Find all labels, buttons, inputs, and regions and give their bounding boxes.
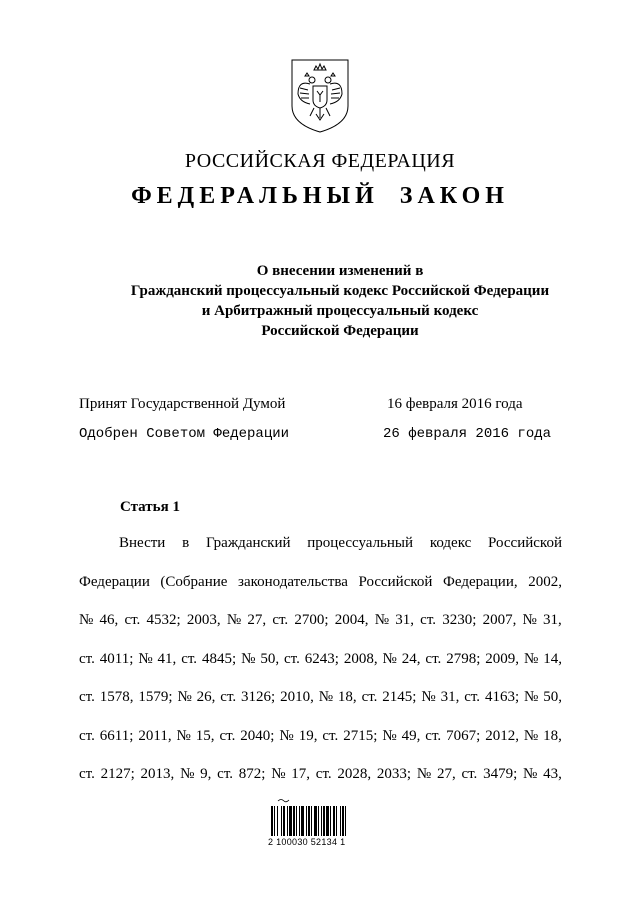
word: 4011; bbox=[99, 650, 134, 667]
word: Федерации, bbox=[443, 573, 518, 590]
barcode-number: 2 100030 52134 1 bbox=[268, 837, 346, 847]
country-name: РОССИЙСКАЯ ФЕДЕРАЦИЯ bbox=[184, 150, 456, 172]
word: процессуальный bbox=[307, 535, 414, 551]
word: № bbox=[271, 766, 286, 782]
word: законодательства bbox=[238, 573, 348, 590]
word: ст. bbox=[464, 689, 481, 705]
word: Российской bbox=[488, 535, 562, 551]
word: 50, bbox=[543, 689, 562, 705]
word: 2008, bbox=[343, 650, 378, 667]
word: 2010, bbox=[280, 689, 314, 705]
word: ст. bbox=[425, 727, 442, 744]
word: 31, bbox=[543, 612, 562, 628]
word: № bbox=[522, 612, 537, 628]
word: 2002, bbox=[528, 573, 562, 590]
word: № bbox=[176, 727, 191, 744]
word: ст. bbox=[79, 689, 95, 705]
word: ст. bbox=[181, 650, 198, 667]
law-title: ФЕДЕРАЛЬНЫЙ ЗАКОН bbox=[131, 183, 509, 209]
word: 6243; bbox=[304, 650, 339, 667]
word: 2040; bbox=[240, 727, 275, 744]
word: 2715; bbox=[343, 727, 378, 744]
word: 2145; bbox=[382, 689, 417, 705]
article-line bbox=[79, 726, 562, 765]
word: 49, bbox=[401, 727, 421, 744]
word: Федерации bbox=[79, 573, 150, 590]
word: 31, bbox=[395, 612, 414, 628]
word: ст. bbox=[79, 650, 95, 667]
word: № bbox=[416, 766, 432, 782]
duma-adoption-date: 16 февраля 2016 года bbox=[387, 396, 523, 412]
word: 2127; bbox=[100, 766, 135, 782]
word: 50, bbox=[260, 650, 280, 667]
article-line bbox=[79, 533, 562, 572]
word: ст. bbox=[361, 689, 378, 705]
word: 43, bbox=[543, 766, 562, 782]
word: ст. bbox=[283, 650, 300, 667]
word: в bbox=[182, 535, 190, 551]
article-line bbox=[79, 649, 562, 688]
article-heading: Статья 1 bbox=[120, 499, 180, 515]
word: (Собрание bbox=[160, 573, 228, 590]
word: ст. bbox=[124, 612, 141, 628]
word: 41, bbox=[157, 650, 177, 667]
subject-line: Российской Федерации bbox=[261, 323, 419, 339]
word: № bbox=[524, 689, 539, 705]
word: 17, bbox=[291, 766, 311, 782]
word: кодекс bbox=[429, 535, 472, 551]
word: 2011, bbox=[138, 727, 172, 744]
word: № bbox=[374, 612, 389, 628]
council-approval-label: Одобрен Советом Федерации bbox=[79, 426, 290, 442]
word: ст. bbox=[79, 766, 95, 782]
article-body bbox=[79, 533, 562, 803]
word: 3230; bbox=[442, 612, 477, 628]
coat-of-arms-icon bbox=[288, 58, 352, 134]
word: № bbox=[421, 689, 436, 705]
word: 9, bbox=[200, 766, 212, 782]
word: № bbox=[180, 766, 195, 782]
word: 2700; bbox=[294, 612, 329, 628]
word: № bbox=[523, 766, 538, 782]
word: ст. bbox=[425, 650, 442, 667]
word: 7067; bbox=[446, 727, 481, 744]
word: 2013, bbox=[140, 766, 175, 782]
word: 872; bbox=[238, 766, 266, 782]
word: № bbox=[382, 650, 397, 667]
word: 15, bbox=[195, 727, 215, 744]
word: 27, bbox=[436, 766, 456, 782]
barcode bbox=[268, 797, 373, 851]
word: 1579; bbox=[138, 689, 173, 705]
word: № bbox=[241, 650, 256, 667]
word: ст. bbox=[79, 727, 95, 744]
word: 14, bbox=[543, 650, 562, 667]
word: № bbox=[523, 727, 539, 744]
word: № bbox=[279, 727, 294, 744]
council-approval-date: 26 февраля 2016 года bbox=[383, 426, 552, 442]
word: 2012, bbox=[485, 727, 519, 744]
word: 2007, bbox=[482, 612, 517, 628]
word: ст. bbox=[272, 612, 289, 628]
word: ст. bbox=[322, 727, 339, 744]
word: № bbox=[318, 689, 334, 705]
duma-adoption-label: Принят Государственной Думой bbox=[79, 396, 286, 412]
word: 24, bbox=[401, 650, 421, 667]
word: 4163; bbox=[484, 689, 520, 705]
law-subject bbox=[0, 261, 640, 341]
word: 1578, bbox=[99, 689, 134, 705]
word: 46, bbox=[99, 612, 119, 628]
word: № bbox=[226, 612, 242, 628]
article-line bbox=[79, 610, 562, 649]
word: 2798; bbox=[446, 650, 481, 667]
word: № bbox=[523, 650, 539, 667]
word: 18, bbox=[337, 689, 357, 705]
word: Гражданский bbox=[205, 535, 291, 551]
word: ст. bbox=[315, 766, 332, 782]
word: 18, bbox=[543, 727, 562, 744]
subject-line: и Арбитражный процессуальный кодекс bbox=[201, 303, 479, 319]
word: Российской bbox=[358, 573, 433, 590]
word: 3479; bbox=[483, 766, 518, 782]
article-line bbox=[79, 572, 562, 611]
word: 2004, bbox=[334, 612, 369, 628]
word: 4845; bbox=[201, 650, 237, 667]
word: 19, bbox=[298, 727, 318, 744]
article-line bbox=[79, 687, 562, 726]
word: № bbox=[382, 727, 397, 744]
word: ст. bbox=[217, 766, 233, 782]
word: 2033; bbox=[376, 766, 412, 782]
word: 2028, bbox=[337, 766, 372, 782]
word: ст. bbox=[420, 612, 436, 628]
barcode-icon bbox=[268, 797, 373, 837]
word: 31, bbox=[440, 689, 460, 705]
word: № bbox=[79, 612, 94, 628]
word: 2003, bbox=[186, 612, 221, 628]
word: ст. bbox=[220, 689, 237, 705]
word: ст. bbox=[461, 766, 478, 782]
word: 4532; bbox=[146, 612, 181, 628]
word: 27, bbox=[247, 612, 267, 628]
word: 6611; bbox=[99, 727, 134, 744]
word: 2009, bbox=[485, 650, 520, 667]
subject-line: Гражданский процессуальный кодекс Российской Федерации bbox=[130, 283, 550, 299]
word: № bbox=[177, 689, 192, 705]
subject-line: О внесении изменений в bbox=[256, 263, 424, 279]
word: ст. bbox=[219, 727, 236, 744]
word: № bbox=[138, 650, 153, 667]
word: Внести bbox=[119, 535, 166, 551]
word: 26, bbox=[196, 689, 216, 705]
word: 3126; bbox=[241, 689, 276, 705]
